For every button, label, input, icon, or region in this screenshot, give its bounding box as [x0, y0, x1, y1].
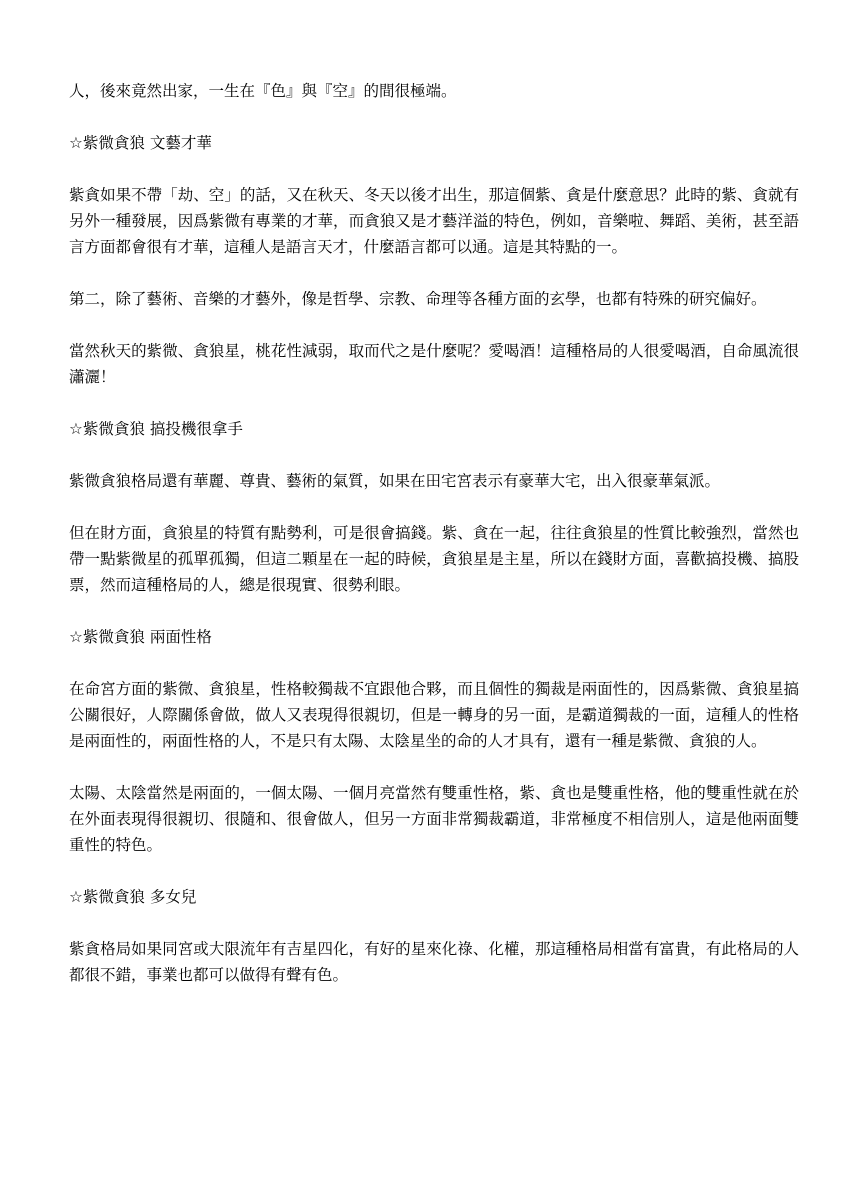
paragraph-drinking: 當然秋天的紫微、貪狼星，桃花性減弱，取而代之是什麼呢？愛喝酒！這種格局的人很愛喝酒，自命風流很瀟灑！ — [69, 342, 799, 386]
paragraph-personality: 在命宮方面的紫微、貪狼星，性格較獨裁不宜跟他合夥，而且個性的獨裁是兩面性的，因爲紫微、貪狼星搞公關很好，人際關係會做，做人又表現得很親切，但是一轉身的另一面，是霸道獨裁的一面，這種人的性格是兩面性的，兩面性格的人，不是只有太陽、太陰星坐的命的人才具有，還有一種是紫微、貪狼的人。 — [69, 680, 799, 750]
paragraph-fortune: 紫貪格局如果同宮或大限流年有吉星四化，有好的星來化祿、化權，那這種格局相當有富貴，有此格局的人都很不錯，事業也都可以做得有聲有色。 — [69, 940, 799, 984]
paragraph-intro-ending: 人，後來竟然出家，一生在『色』與『空』的間很極端。 — [69, 82, 457, 100]
section-heading-literary-talent: ☆紫微貪狼 文藝才華 — [69, 134, 212, 152]
paragraph-gap — [69, 442, 799, 468]
paragraph-gap — [69, 260, 799, 286]
paragraph-gap — [69, 390, 799, 416]
paragraph-gap — [69, 910, 799, 936]
paragraph-gap — [69, 598, 799, 624]
section-heading-two-faced: ☆紫微貪狼 兩面性格 — [69, 628, 212, 646]
paragraph-gap — [69, 858, 799, 884]
paragraph-gap — [69, 312, 799, 338]
section-heading-speculation: ☆紫微貪狼 搞投機很拿手 — [69, 420, 243, 438]
paragraph-wealth: 但在財方面，貪狼星的特質有點勢利，可是很會搞錢。紫、貪在一起，往往貪狼星的性質比較強烈，當然也帶一點紫微星的孤單孤獨，但這二顆星在一起的時候，貪狼星是主星，所以在錢財方面，喜歡搞投機、搞股票，然而這種格局的人，總是很現實、很勢利眼。 — [69, 524, 799, 594]
paragraph-gap — [69, 104, 799, 130]
paragraph-talent: 紫貪如果不帶「劫、空」的話，又在秋天、冬天以後才出生，那這個紫、貪是什麼意思？此時的紫、貪就有另外一種發展，因爲紫微有專業的才華，而貪狼又是才藝洋溢的特色，例如，音樂啦、舞蹈、美術，甚至語言方面都會很有才華，這種人是語言天才，什麼語言都可以通。這是其特點的一。 — [69, 186, 799, 256]
paragraph-metaphysics: 第二，除了藝術、音樂的才藝外，像是哲學、宗教、命理等各種方面的玄學，也都有特殊的研究偏好。 — [69, 290, 767, 308]
paragraph-gap — [69, 156, 799, 182]
section-heading-daughters: ☆紫微貪狼 多女兒 — [69, 888, 197, 906]
document-body — [69, 78, 799, 988]
paragraph-gap — [69, 494, 799, 520]
paragraph-gap — [69, 650, 799, 676]
paragraph-gap — [69, 754, 799, 780]
paragraph-luxury: 紫微貪狼格局還有華麗、尊貴、藝術的氣質，如果在田宅宮表示有豪華大宅，出入很豪華氣派。 — [69, 472, 721, 490]
paragraph-dual-nature: 太陽、太陰當然是兩面的，一個太陽、一個月亮當然有雙重性格，紫、貪也是雙重性格，他的雙重性就在於在外面表現得很親切、很隨和、很會做人，但另一方面非常獨裁霸道，非常極度不相信別人，這是他兩面雙重性的特色。 — [69, 784, 799, 854]
